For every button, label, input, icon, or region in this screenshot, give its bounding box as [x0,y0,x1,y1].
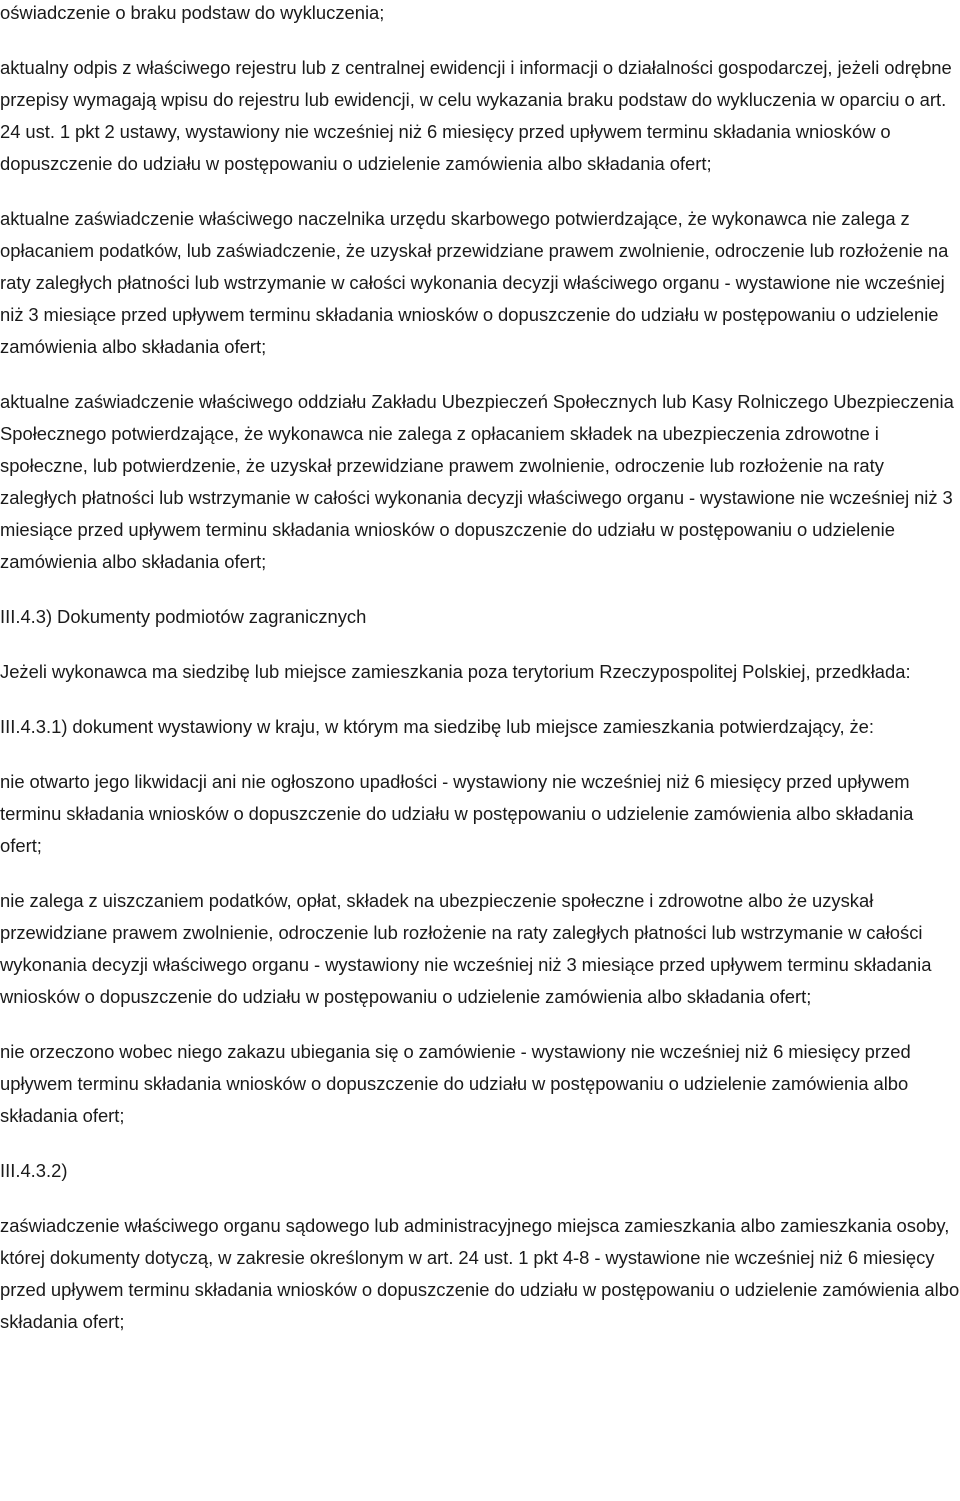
paragraph-tax-office-certificate: aktualne zaświadczenie właściwego naczelnika urzędu skarbowego potwierdzające, że wykonawca nie zalega z opłacaniem podatków, lub zaświadczenie, że uzyskał przewidziane prawem zwolnienie, odroczenie lub rozłożenie na raty zaległych płatności lub wstrzymanie w całości wykonania decyzji właściwego organu - wystawione nie wcześniej niż 3 miesiące przed upływem terminu składania wniosków o dopuszczenie do udziału w postępowaniu o udzielenie zamówienia albo składania ofert; [0,208,949,357]
paragraph-no-tax-arrears: nie zalega z uiszczaniem podatków, opłat, składek na ubezpieczenie społeczne i zdrowotne albo że uzyskał przewidziane prawem zwolnienie, odroczenie lub rozłożenie na raty zaległych płatności lub wstrzymanie w całości wykonania decyzji właściwego organu - wystawiony nie wcześniej niż 3 miesiące przed upływem terminu składania wniosków o dopuszczenie do udziału w postępowaniu o udzielenie zamówienia albo składania ofert; [0,890,932,1007]
paragraph-register-extract: aktualny odpis z właściwego rejestru lub z centralnej ewidencji i informacji o działalności gospodarczej, jeżeli odrębne przepisy wymagają wpisu do rejestru lub ewidencji, w celu wykazania braku podstaw do wykluczenia w oparciu o art. 24 ust. 1 pkt 2 ustawy, wystawiony nie wcześniej niż 6 miesięcy przed upływem terminu składania wniosków o dopuszczenie do udziału w postępowaniu o udzielenie zamówienia albo składania ofert; [0,57,952,174]
paragraph-foreign-contractor-intro: Jeżeli wykonawca ma siedzibę lub miejsce zamieszkania poza terytorium Rzeczypospolitej Polskiej, przedkłada: [0,661,911,682]
paragraph-foreign-document-1: III.4.3.1) dokument wystawiony w kraju, w którym ma siedzibę lub miejsce zamieszkania potwierdzający, że: [0,716,875,737]
paragraph-court-certificate: zaświadczenie właściwego organu sądowego lub administracyjnego miejsca zamieszkania albo zamieszkania osoby, której dokumenty dotyczą, w zakresie określonym w art. 24 ust. 1 pkt 4-8 - wystawione nie wcześniej niż 6 miesięcy przed upływem terminu składania wniosków o dopuszczenie do udziału w postępowaniu o udzielenie zamówienia albo składania ofert; [0,1215,960,1332]
section-heading-foreign-document-2: III.4.3.2) [0,1160,68,1181]
paragraph-zus-krus-certificate: aktualne zaświadczenie właściwego oddziału Zakładu Ubezpieczeń Społecznych lub Kasy Rolniczego Ubezpieczenia Społecznego potwierdzające, że wykonawca nie zalega z opłacaniem składek na ubezpieczenia zdrowotne i społeczne, lub potwierdzenie, że uzyskał przewidziane prawem zwolnienie, odroczenie lub rozłożenie na raty zaległych płatności lub wstrzymanie w całości wykonania decyzji właściwego organu - wystawione nie wcześniej niż 3 miesiące przed upływem terminu składania wniosków o dopuszczenie do udziału w postępowaniu o udzielenie zamówienia albo składania ofert; [0,391,954,572]
paragraph-no-liquidation: nie otwarto jego likwidacji ani nie ogłoszono upadłości - wystawiony nie wcześniej niż 6 miesięcy przed upływem terminu składania wniosków o dopuszczenie do udziału w postępowaniu o udzielenie zamówienia albo składania ofert; [0,771,914,856]
paragraph-statement-no-exclusion: oświadczenie o braku podstaw do wykluczenia; [0,2,385,23]
paragraph-no-ban: nie orzeczono wobec niego zakazu ubiegania się o zamówienie - wystawiony nie wcześniej niż 6 miesięcy przed upływem terminu składania wniosków o dopuszczenie do udziału w postępowaniu o udzielenie zamówienia albo składania ofert; [0,1041,911,1126]
section-heading-foreign-documents: III.4.3) Dokumenty podmiotów zagranicznych [0,606,367,627]
